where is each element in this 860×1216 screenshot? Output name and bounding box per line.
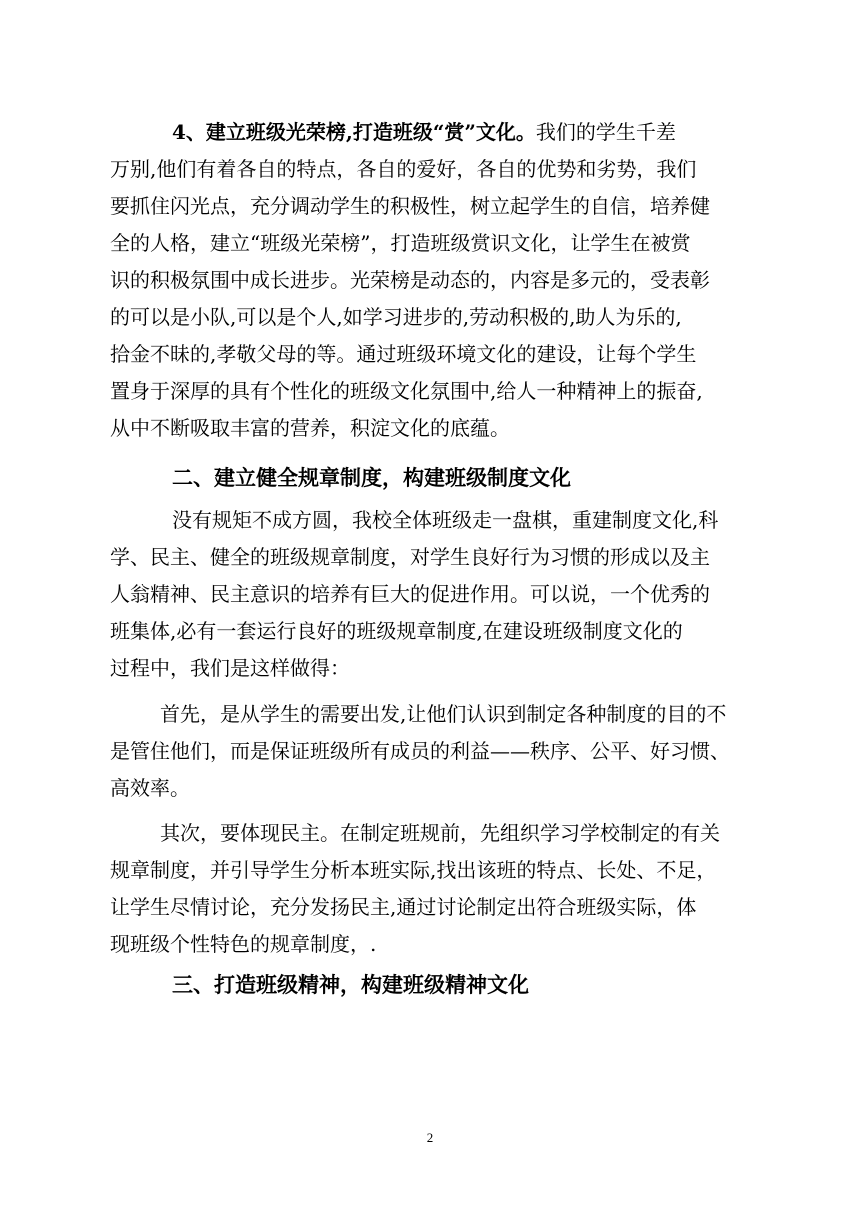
text-line: 学、民主、健全的班级规章制度，对学生良好行为习惯的形成以及主 bbox=[110, 545, 710, 569]
second-point-paragraph bbox=[110, 815, 750, 963]
text-line: 要抓住闪光点，充分调动学生的积极性，树立起学生的自信，培养健 bbox=[110, 194, 710, 218]
section-4-first-line bbox=[110, 114, 750, 151]
rules-paragraph bbox=[110, 502, 750, 687]
text-line: 万别,他们有着各自的特点，各自的爱好，各自的优势和劣势，我们 bbox=[110, 157, 697, 181]
text-line: 识的积极氛围中成长进步。光荣榜是动态的，内容是多元的，受表彰 bbox=[110, 268, 710, 292]
text-line: 现班级个性特色的规章制度，. bbox=[110, 932, 377, 956]
section-4-title: 4、建立班级光荣榜,打造班级“赏”文化。 bbox=[172, 120, 536, 144]
text-line: 全的人格，建立“班级光荣榜”，打造班级赏识文化，让学生在被赏 bbox=[110, 231, 691, 255]
text-line: 规章制度，并引导学生分析本班实际,找出该班的特点、长处、不足， bbox=[110, 858, 717, 882]
text-line: 过程中，我们是这样做得： bbox=[110, 656, 350, 680]
section-heading-3: 三、打造班级精神，构建班级精神文化 bbox=[172, 972, 529, 997]
text-line: 是管住他们，而是保证班级所有成员的利益——秩序、公平、好习惯、 bbox=[110, 739, 730, 763]
text-line: 高效率。 bbox=[110, 776, 190, 800]
text-line: 拾金不昧的,孝敬父母的等。通过班级环境文化的建设，让每个学生 bbox=[110, 342, 697, 366]
text-line: 首先，是从学生的需要出发,让他们认识到制定各种制度的目的不 bbox=[160, 702, 727, 726]
text-line: 的可以是小队,可以是个人,如学习进步的,劳动积极的,助人为乐的, bbox=[110, 305, 682, 329]
text-line: 从中不断吸取丰富的营养，积淀文化的底蕴。 bbox=[110, 416, 510, 440]
page-number: 2 bbox=[426, 1130, 434, 1145]
text-line: 置身于深厚的具有个性化的班级文化氛围中,给人一种精神上的振奋, bbox=[110, 379, 703, 403]
section-4-first-line-text: 我们的学生千差 bbox=[535, 120, 676, 144]
text-line: 没有规矩不成方圆，我校全体班级走一盘棋，重建制度文化,科 bbox=[172, 508, 719, 532]
first-point-paragraph bbox=[110, 696, 750, 807]
text-line: 让学生尽情讨论，充分发扬民主,通过讨论制定出符合班级实际，体 bbox=[110, 895, 697, 919]
section-heading-2: 二、建立健全规章制度，构建班级制度文化 bbox=[172, 465, 571, 490]
text-line: 班集体,必有一套运行良好的班级规章制度,在建设班级制度文化的 bbox=[110, 619, 683, 643]
text-line: 其次，要体现民主。在制定班规前，先组织学习学校制定的有关 bbox=[160, 821, 720, 845]
text-line: 人翁精神、民主意识的培养有巨大的促进作用。可以说，一个优秀的 bbox=[110, 582, 710, 606]
section-4-paragraph bbox=[110, 114, 750, 447]
